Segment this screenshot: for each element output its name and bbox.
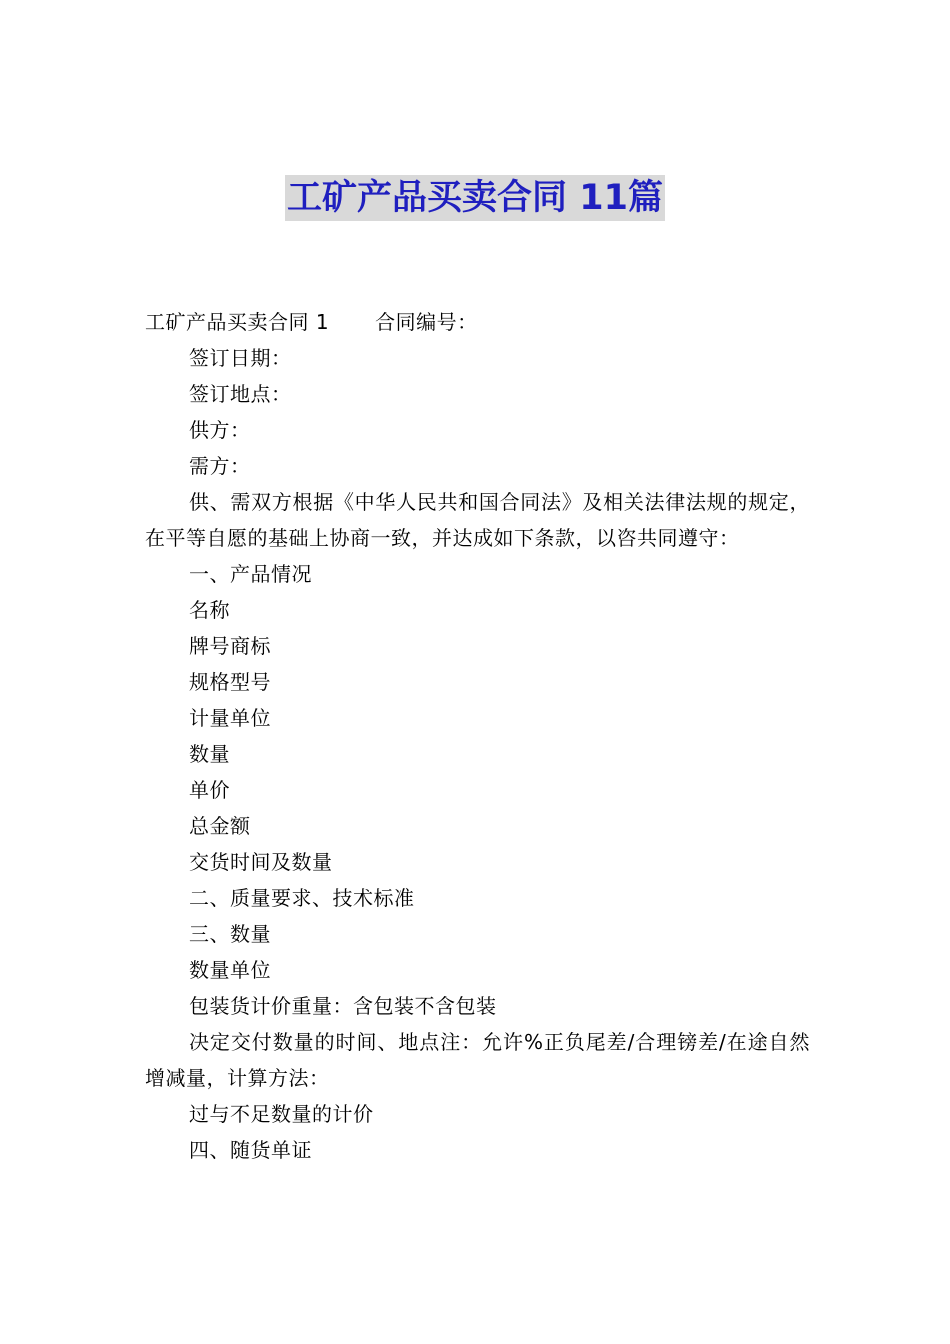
section-quantity: 三、数量	[189, 922, 271, 946]
signing-date: 签订日期：	[189, 346, 292, 370]
contract-heading: 工矿产品买卖合同 1	[145, 310, 330, 334]
signing-place: 签订地点：	[189, 382, 292, 406]
title-container	[0, 175, 950, 221]
section-documents: 四、随货单证	[189, 1138, 312, 1162]
section-quality: 二、质量要求、技术标准	[189, 886, 415, 910]
field-delivery-time: 交货时间及数量	[189, 850, 333, 874]
field-total-amount: 总金额	[189, 814, 251, 838]
field-unit: 计量单位	[189, 706, 271, 730]
field-quantity-unit: 数量单位	[189, 958, 271, 982]
field-name: 名称	[189, 598, 230, 622]
supplier-label: 供方：	[189, 418, 251, 442]
section-product-info: 一、产品情况	[189, 562, 312, 586]
document-body	[145, 304, 810, 1168]
field-quantity: 数量	[189, 742, 230, 766]
field-packaging-weight: 包装货计价重量：含包装不含包装	[189, 994, 497, 1018]
field-over-under-pricing: 过与不足数量的计价	[189, 1102, 374, 1126]
field-unit-price: 单价	[189, 778, 230, 802]
buyer-label: 需方：	[189, 454, 251, 478]
contract-number-label: 合同编号：	[375, 310, 478, 334]
preamble-paragraph: 供、需双方根据《中华人民共和国合同法》及相关法律法规的规定，在平等自愿的基础上协商一致，并达成如下条款，以咨共同遵守：	[145, 490, 810, 550]
first-line	[145, 304, 810, 340]
document-title: 工矿产品买卖合同 11篇	[285, 175, 665, 221]
field-brand: 牌号商标	[189, 634, 271, 658]
delivery-quantity-paragraph: 决定交付数量的时间、地点注：允许%正负尾差/合理镑差/在途自然增减量，计算方法：	[145, 1030, 810, 1090]
field-spec: 规格型号	[189, 670, 271, 694]
